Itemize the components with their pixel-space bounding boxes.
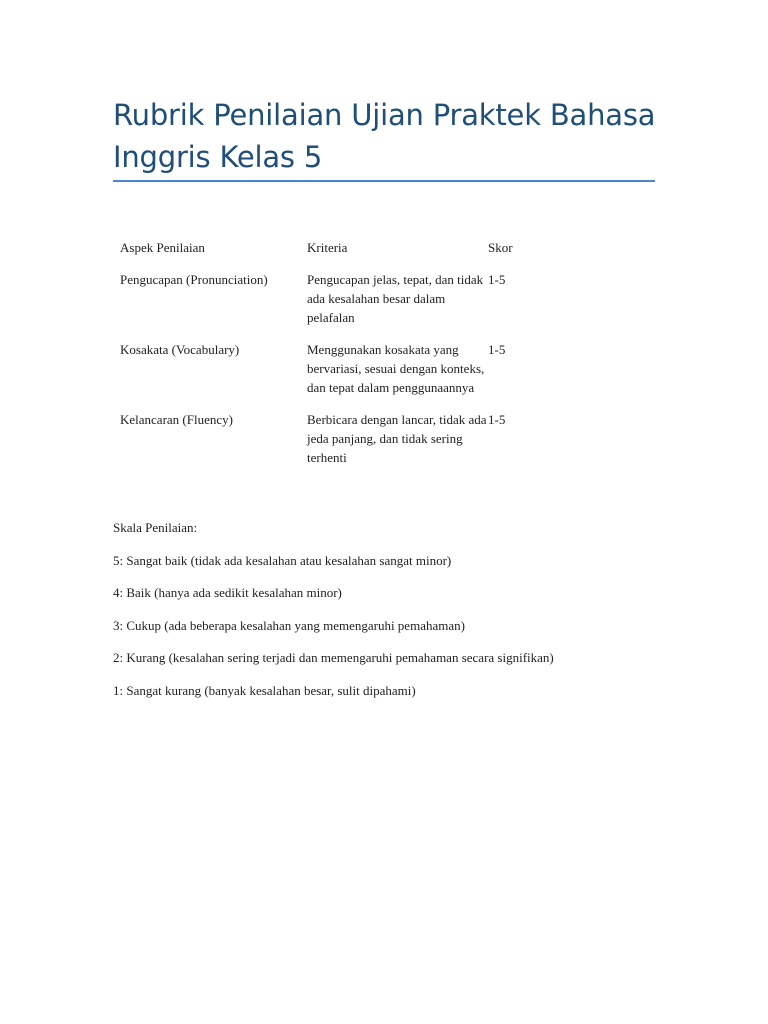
header-aspect: Aspek Penilaian <box>120 240 205 255</box>
cell-criteria: Pengucapan jelas, tepat, dan tidak ada kesalahan besar dalam pelafalan <box>307 272 484 325</box>
scale-item: 1: Sangat kurang (banyak kesalahan besar, sulit dipahami) <box>113 682 416 698</box>
scale-item: 4: Baik (hanya ada sedikit kesalahan minor) <box>113 585 342 600</box>
header-criteria: Kriteria <box>307 240 348 255</box>
scale-heading: Skala Penilaian: <box>113 520 198 535</box>
table-row <box>113 410 548 480</box>
table-row <box>113 340 548 410</box>
title-underline <box>113 180 655 182</box>
cell-aspect: Pengucapan (Pronunciation) <box>120 272 268 287</box>
cell-score: 1-5 <box>488 412 506 427</box>
scale-item: 3: Cukup (ada beberapa kesalahan yang memengaruhi pemahaman) <box>113 617 465 633</box>
rating-scale <box>113 518 554 713</box>
cell-score: 1-5 <box>488 342 506 357</box>
table-header-row <box>113 232 548 270</box>
cell-aspect: Kosakata (Vocabulary) <box>120 342 240 357</box>
page-title: Rubrik Penilaian Ujian Praktek Bahasa Inggris Kelas 5 <box>113 98 656 174</box>
scale-item: 5: Sangat baik (tidak ada kesalahan atau kesalahan sangat minor) <box>113 552 452 568</box>
cell-score: 1-5 <box>488 272 506 287</box>
cell-criteria: Menggunakan kosakata yang bervariasi, sesuai dengan konteks, dan tepat dalam penggunaannya <box>307 342 485 395</box>
header-score: Skor <box>488 240 513 255</box>
scale-item: 2: Kurang (kesalahan sering terjadi dan memengaruhi pemahaman secara signifikan) <box>113 650 554 665</box>
table-row <box>113 270 548 340</box>
rubric-table <box>113 232 548 480</box>
cell-aspect: Kelancaran (Fluency) <box>120 412 233 427</box>
cell-criteria: Berbicara dengan lancar, tidak ada jeda panjang, dan tidak sering terhenti <box>307 412 487 465</box>
